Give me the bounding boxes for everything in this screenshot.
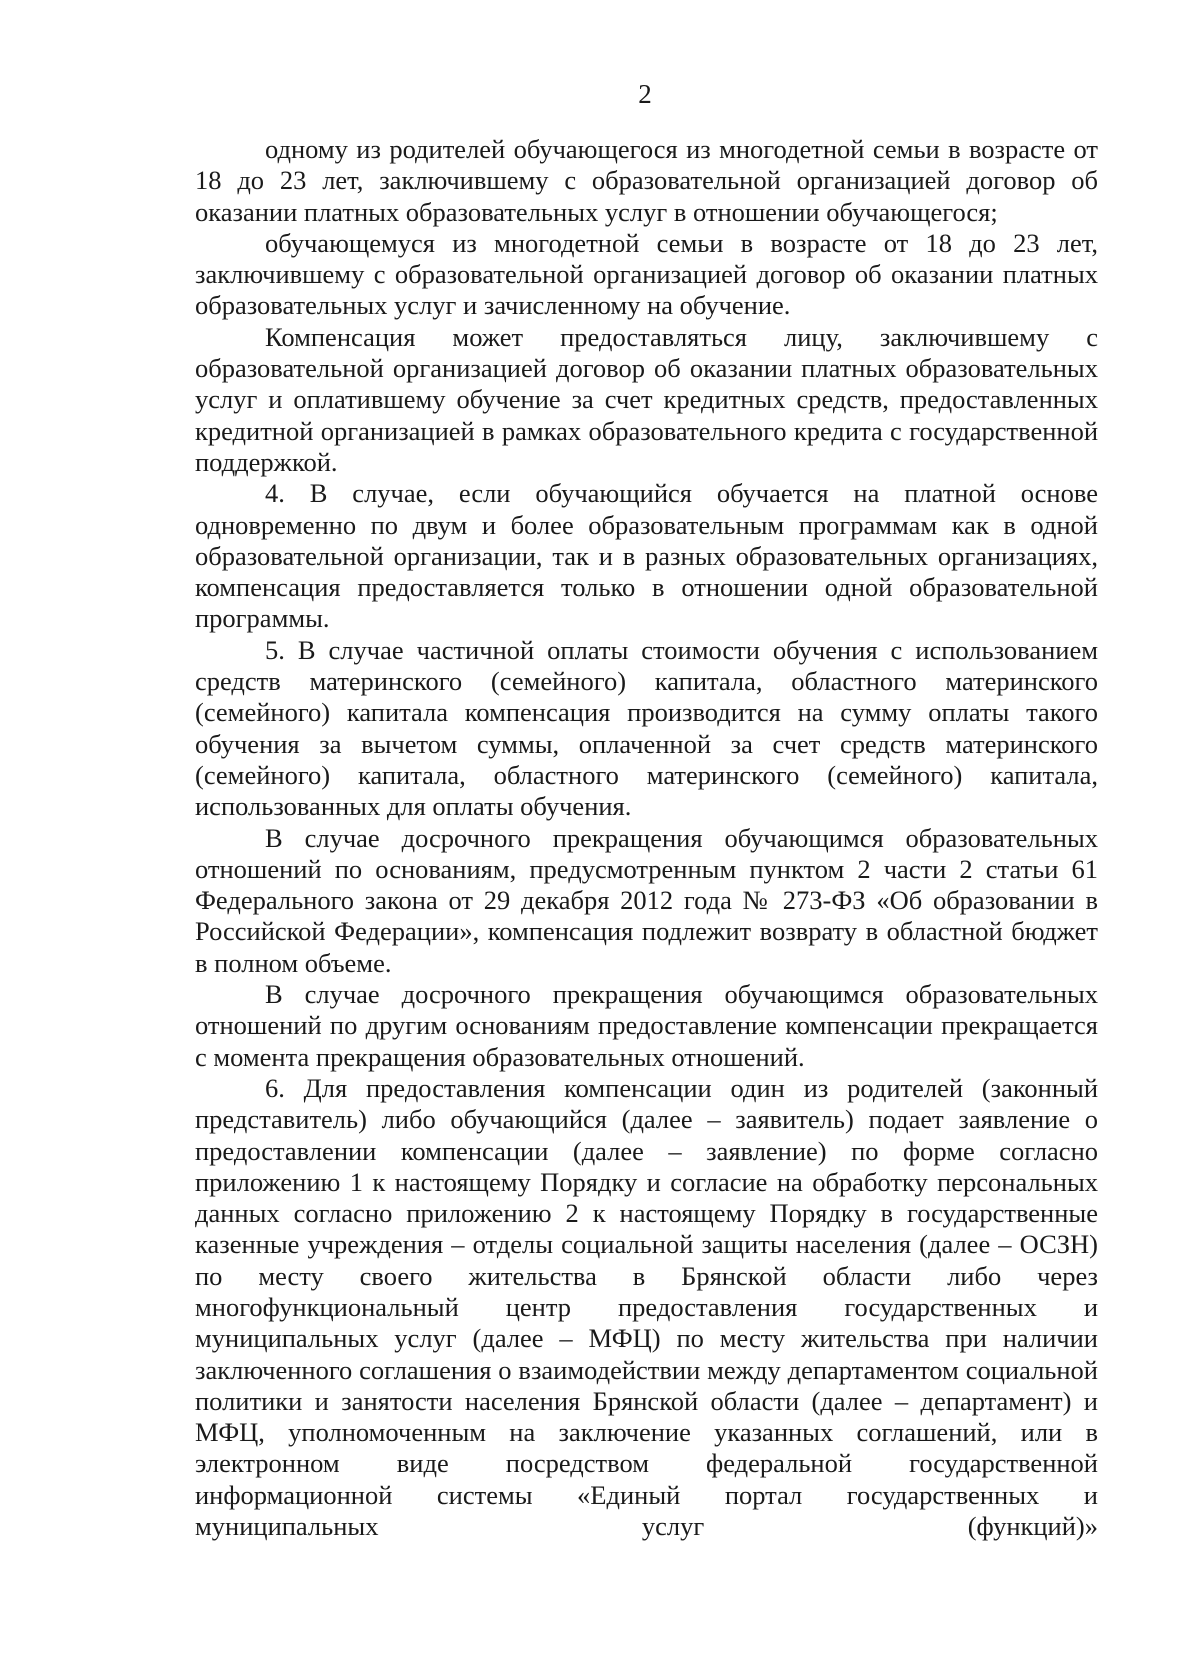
paragraph: 4. В случае, если обучающийся обучается на платной основе одновременно по двум и более образовательным программам как в одной образовательной организации, так и в разных образовательных организациях, компенсация предоставляется только в отношении одной образовательной программы. (195, 478, 1098, 634)
paragraph: В случае досрочного прекращения обучающимся образовательных отношений по основаниям, предусмотренным пунктом 2 части 2 статьи 61 Федерального закона от 29 декабря 2012 года № 273-ФЗ «Об образовании в Российской Федерации», компенсация подлежит возврату в областной бюджет в полном объеме. (195, 822, 1098, 978)
paragraph: 5. В случае частичной оплаты стоимости обучения с использованием средств материнского (семейного) капитала, областного материнского (семейного) капитала компенсация производится на сумму оплаты такого обучения за вычетом суммы, оплаченной за счет средств материнского (семейного) капитала, областного материнского (семейного) капитала, использованных для оплаты обучения. (195, 634, 1098, 822)
paragraph: одному из родителей обучающегося из многодетной семьи в возрасте от 18 до 23 лет, заключившему с образовательной организацией договор об оказании платных образовательных услуг в отношении обучающегося; (195, 134, 1098, 227)
paragraph: В случае досрочного прекращения обучающимся образовательных отношений по другим основаниям предоставление компенсации прекращается с момента прекращения образовательных отношений. (195, 979, 1098, 1072)
paragraph: Компенсация может предоставляться лицу, заключившему с образовательной организацией договор об оказании платных образовательных услуг и оплатившему обучение за счет кредитных средств, предоставленных кредитной организацией в рамках образовательного кредита с государственной поддержкой. (195, 321, 1098, 477)
document-body (195, 134, 1098, 1542)
page-number: 2 (638, 79, 652, 109)
paragraph: 6. Для предоставления компенсации один из родителей (законный представитель) либо обучающийся (далее – заявитель) подает заявление о предоставлении компенсации (далее – заявление) по форме согласно приложению 1 к настоящему Порядку и согласие на обработку персональных данных согласно приложению 2 к настоящему Порядку в государственные казенные учреждения – отделы социальной защиты населения (далее – ОСЗН) по месту своего жительства в Брянской области либо через многофункциональный центр предоставления государственных и муниципальных услуг (далее – МФЦ) по месту жительства при наличии заключенного соглашения о взаимодействии между департаментом социальной политики и занятости населения Брянской области (далее – департамент) и МФЦ, уполномоченным на заключение указанных соглашений, или в электронном виде посредством федеральной государственной информационной системы «Единый портал государственных и муниципальных услуг (функций)» (195, 1072, 1098, 1542)
paragraph: обучающемуся из многодетной семьи в возрасте от 18 до 23 лет, заключившему с образовательной организацией договор об оказании платных образовательных услуг и зачисленному на обучение. (195, 227, 1098, 321)
